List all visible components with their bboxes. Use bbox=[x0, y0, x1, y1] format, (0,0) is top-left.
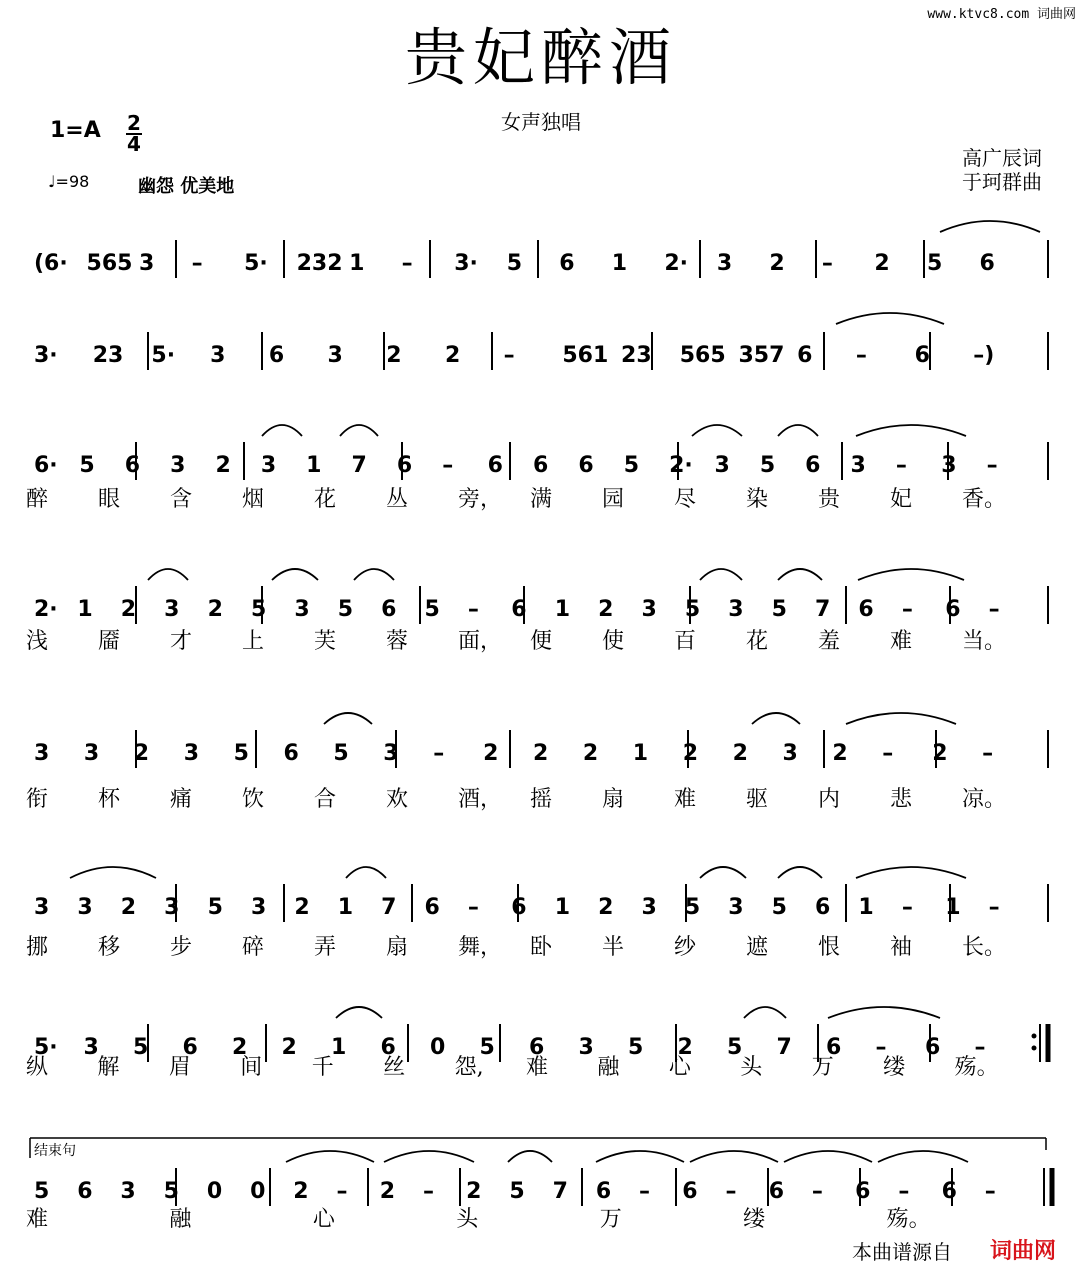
lyric-char: 扇 bbox=[386, 935, 409, 960]
lyric-char: 才 bbox=[170, 629, 193, 654]
note: 3 bbox=[850, 453, 866, 478]
time-numerator: 2 bbox=[127, 111, 141, 135]
note: 2 bbox=[444, 343, 461, 368]
lyric-char: 蓉 bbox=[386, 629, 409, 654]
note: 5 bbox=[771, 895, 787, 920]
note: 5· bbox=[34, 1035, 58, 1060]
note: 6 bbox=[682, 1179, 698, 1204]
note: 6 bbox=[578, 453, 594, 478]
slur bbox=[744, 1007, 786, 1018]
lyric-char: 万 bbox=[811, 1055, 834, 1080]
slur bbox=[286, 1151, 374, 1162]
lyric-char: 碎 bbox=[242, 935, 265, 960]
note: 232 bbox=[296, 251, 343, 276]
note: 3 bbox=[170, 453, 186, 478]
note: 7 bbox=[815, 597, 831, 622]
note: 3 bbox=[120, 1179, 136, 1204]
lyric-char: 缕 bbox=[883, 1055, 906, 1080]
note: 3 bbox=[34, 741, 50, 766]
note: 6 bbox=[559, 251, 575, 276]
slur bbox=[752, 713, 800, 724]
note: 5 bbox=[628, 1035, 644, 1060]
slur bbox=[836, 313, 944, 324]
slur bbox=[846, 713, 956, 724]
note: 6 bbox=[595, 1179, 612, 1204]
lyric-char: 饮 bbox=[242, 787, 265, 812]
note: 5· bbox=[151, 343, 176, 368]
note: – bbox=[974, 1035, 986, 1060]
note: 3 bbox=[941, 453, 957, 478]
note: 5 bbox=[34, 1179, 50, 1204]
note: 2 bbox=[207, 597, 223, 622]
lyric-char: 烟 bbox=[242, 487, 265, 512]
note: 6 bbox=[283, 741, 299, 766]
note: 2 bbox=[120, 895, 137, 920]
note: 2 bbox=[932, 741, 948, 766]
note: – bbox=[467, 895, 479, 920]
note: 565 bbox=[86, 251, 133, 276]
note: 7 bbox=[381, 895, 397, 920]
lyric-char: 染 bbox=[746, 487, 769, 512]
lyric-char: 间 bbox=[240, 1055, 263, 1080]
lyric-char: 解 bbox=[97, 1055, 120, 1080]
tempo-marking: ♩=98 bbox=[48, 172, 90, 191]
slur bbox=[596, 1151, 684, 1162]
note: 6 bbox=[124, 453, 141, 478]
note: 1 bbox=[611, 251, 628, 276]
note: 0 bbox=[250, 1179, 266, 1204]
note: 2 bbox=[533, 741, 549, 766]
lyric-char: 难 bbox=[26, 1207, 49, 1232]
note: – bbox=[821, 251, 833, 276]
note: 5 bbox=[771, 597, 787, 622]
lyric-char: 心 bbox=[668, 1055, 691, 1080]
repeat-dot bbox=[1032, 1046, 1037, 1051]
note: 2 bbox=[874, 251, 890, 276]
note: 2 bbox=[281, 1035, 297, 1060]
note: 5 bbox=[623, 453, 640, 478]
note: 1 bbox=[349, 251, 365, 276]
note: – bbox=[422, 1179, 434, 1204]
note: 6 bbox=[396, 453, 413, 478]
key-signature: 1=A bbox=[50, 118, 101, 143]
slur bbox=[858, 569, 964, 580]
note: 2 bbox=[582, 741, 599, 766]
note: 1 bbox=[858, 895, 874, 920]
lyric-char: 弄 bbox=[314, 935, 337, 960]
note: – bbox=[982, 741, 994, 766]
note: 5 bbox=[509, 1179, 525, 1204]
note: 5 bbox=[727, 1035, 743, 1060]
note: 2 bbox=[466, 1179, 482, 1204]
note: 1 bbox=[306, 453, 322, 478]
lyric-char: 含 bbox=[170, 487, 193, 512]
note: – bbox=[988, 895, 1000, 920]
lyric-char: 半 bbox=[602, 935, 625, 960]
note: – bbox=[875, 1035, 887, 1060]
lyric-char: 凉。 bbox=[962, 787, 1007, 812]
note: 2 bbox=[215, 453, 231, 478]
lyric-char: 花 bbox=[314, 487, 337, 512]
note: 2· bbox=[669, 453, 693, 478]
note: – bbox=[442, 453, 454, 478]
note: 3 bbox=[728, 597, 744, 622]
slur bbox=[262, 425, 302, 436]
note: (6· bbox=[34, 251, 68, 276]
lyric-char: 妃 bbox=[890, 487, 913, 512]
note: 5 bbox=[337, 597, 354, 622]
note: 3 bbox=[250, 895, 267, 920]
lyric-char: 缕 bbox=[743, 1207, 766, 1232]
note: – bbox=[401, 251, 413, 276]
lyric-char: 贵 bbox=[818, 487, 841, 512]
note: 6· bbox=[34, 453, 58, 478]
lyric-char: 舞， bbox=[458, 935, 503, 960]
slur bbox=[324, 713, 372, 724]
lyric-char: 花 bbox=[746, 629, 769, 654]
note: 3 bbox=[728, 895, 744, 920]
lyric-char: 步 bbox=[170, 935, 193, 960]
note: 3 bbox=[294, 597, 310, 622]
note: 3 bbox=[164, 895, 180, 920]
note: 3 bbox=[782, 741, 798, 766]
lyric-char: 面， bbox=[458, 629, 503, 654]
note: 6 bbox=[424, 895, 440, 920]
lyric-char: 旁， bbox=[458, 487, 503, 512]
slur bbox=[272, 569, 318, 580]
note: – bbox=[191, 251, 203, 276]
lyric-char: 殇。 bbox=[886, 1207, 931, 1232]
note: –) bbox=[973, 343, 995, 368]
note: 6 bbox=[511, 895, 527, 920]
lyric-char: 酒， bbox=[458, 787, 503, 812]
note: 6 bbox=[815, 895, 831, 920]
site-watermark: www.ktvc8.com 词曲网 bbox=[927, 7, 1076, 22]
lyric-char: 融 bbox=[597, 1055, 620, 1080]
lyric-char: 头 bbox=[740, 1055, 763, 1080]
slur bbox=[692, 425, 742, 436]
lyric-char: 衔 bbox=[26, 787, 49, 812]
note: 6 bbox=[487, 453, 503, 478]
note: 6 bbox=[511, 597, 527, 622]
note: 3 bbox=[716, 251, 733, 276]
subtitle: 女声独唱 bbox=[501, 110, 581, 134]
note: 6 bbox=[979, 251, 995, 276]
note: 7 bbox=[776, 1035, 792, 1060]
note: 2 bbox=[133, 741, 150, 766]
slur bbox=[856, 867, 966, 878]
lyric-char: 芙 bbox=[314, 629, 337, 654]
lyric-char: 浅 bbox=[26, 629, 49, 654]
lyric-char: 当。 bbox=[962, 629, 1007, 654]
slur bbox=[940, 221, 1040, 232]
lyric-char: 眉 bbox=[168, 1055, 191, 1080]
note: – bbox=[882, 741, 894, 766]
note: 6 bbox=[914, 343, 930, 368]
note: 6 bbox=[381, 597, 397, 622]
lyric-char: 百 bbox=[674, 629, 697, 654]
note: 2 bbox=[682, 741, 699, 766]
note: 3· bbox=[454, 251, 478, 276]
note: 3 bbox=[77, 895, 93, 920]
note: 23 bbox=[621, 343, 652, 368]
note: 1 bbox=[337, 895, 354, 920]
note: 5 bbox=[163, 1179, 179, 1204]
slur bbox=[700, 867, 746, 878]
note: 2 bbox=[732, 741, 748, 766]
note: – bbox=[988, 597, 1000, 622]
lyric-char: 头 bbox=[456, 1207, 479, 1232]
note: 1 bbox=[331, 1035, 347, 1060]
source-text: 本曲谱源自 bbox=[852, 1240, 952, 1264]
lyric-char: 移 bbox=[98, 935, 121, 960]
song-title: 贵妃醉酒 bbox=[404, 21, 677, 94]
lyric-char: 难 bbox=[526, 1055, 549, 1080]
note: 2 bbox=[769, 251, 785, 276]
note: 1 bbox=[554, 895, 571, 920]
note: 6 bbox=[826, 1035, 842, 1060]
note: – bbox=[811, 1179, 823, 1204]
note: 6 bbox=[941, 1179, 957, 1204]
lyric-char: 园 bbox=[602, 487, 625, 512]
lyric-char: 袖 bbox=[890, 935, 913, 960]
note: 6 bbox=[925, 1035, 941, 1060]
note: 6 bbox=[855, 1179, 871, 1204]
time-denominator: 4 bbox=[127, 132, 141, 156]
lyric-char: 眼 bbox=[98, 487, 121, 512]
lyric-char: 靥 bbox=[98, 629, 121, 654]
source-logo: 词曲网 bbox=[990, 1239, 1057, 1264]
lyric-char: 满 bbox=[530, 487, 553, 512]
slur bbox=[856, 425, 966, 436]
note: 5 bbox=[506, 251, 523, 276]
note: – bbox=[986, 453, 998, 478]
note: 5 bbox=[926, 251, 943, 276]
note: 6 bbox=[768, 1179, 785, 1204]
note: 3 bbox=[641, 597, 657, 622]
lyric-char: 欢 bbox=[386, 787, 409, 812]
note: 1 bbox=[77, 597, 93, 622]
lyric-char: 使 bbox=[602, 629, 625, 654]
note: 1 bbox=[632, 741, 649, 766]
note: 3 bbox=[327, 343, 343, 368]
note: 6 bbox=[945, 597, 961, 622]
slur bbox=[346, 867, 386, 878]
note: – bbox=[433, 741, 445, 766]
lyric-char: 万 bbox=[599, 1207, 622, 1232]
note: – bbox=[855, 343, 867, 368]
slur bbox=[828, 1007, 940, 1018]
slur bbox=[354, 569, 394, 580]
note: 5 bbox=[424, 597, 440, 622]
note: 3 bbox=[83, 741, 100, 766]
note: 3 bbox=[83, 1035, 99, 1060]
note: 2 bbox=[598, 597, 614, 622]
note: – bbox=[901, 597, 913, 622]
slur bbox=[340, 425, 378, 436]
lyric-char: 扇 bbox=[602, 787, 625, 812]
note: 3 bbox=[260, 453, 277, 478]
note: 3· bbox=[34, 343, 58, 368]
note: – bbox=[639, 1179, 651, 1204]
lyricist-credit: 高广辰词 bbox=[962, 146, 1042, 170]
note: 5 bbox=[333, 741, 349, 766]
lyric-char: 挪 bbox=[26, 935, 49, 960]
note: 6 bbox=[268, 343, 285, 368]
lyric-char: 千 bbox=[311, 1055, 334, 1080]
note: 3 bbox=[183, 741, 200, 766]
note: 5 bbox=[207, 895, 223, 920]
lyric-char: 合 bbox=[314, 787, 337, 812]
note: 2 bbox=[598, 895, 614, 920]
note: 3 bbox=[139, 251, 155, 276]
lyric-char: 香。 bbox=[962, 487, 1007, 512]
note: 5 bbox=[250, 597, 267, 622]
lyric-char: 恨 bbox=[818, 935, 841, 960]
lyric-char: 丛 bbox=[386, 487, 409, 512]
lyric-char: 纱 bbox=[674, 935, 697, 960]
note: 2 bbox=[483, 741, 499, 766]
lyric-char: 卧 bbox=[530, 935, 553, 960]
note: 1 bbox=[945, 895, 961, 920]
slur bbox=[336, 1007, 382, 1018]
slur bbox=[778, 867, 822, 878]
note: – bbox=[725, 1179, 737, 1204]
slur bbox=[70, 867, 156, 878]
note: 5 bbox=[479, 1035, 495, 1060]
slur bbox=[690, 1151, 778, 1162]
note: 3 bbox=[210, 343, 226, 368]
note: 0 bbox=[430, 1035, 446, 1060]
lyric-char: 驱 bbox=[746, 787, 769, 812]
note: 6 bbox=[533, 453, 549, 478]
note: 6 bbox=[858, 597, 874, 622]
note: 2 bbox=[379, 1179, 396, 1204]
note: 2 bbox=[386, 343, 402, 368]
note: 2· bbox=[664, 251, 688, 276]
slur bbox=[700, 569, 742, 580]
note: 561 bbox=[562, 343, 609, 368]
note: 6 bbox=[797, 343, 813, 368]
note: – bbox=[901, 895, 913, 920]
note: 2 bbox=[120, 597, 137, 622]
lyric-char: 心 bbox=[312, 1207, 335, 1232]
note: 3 bbox=[383, 741, 399, 766]
slur bbox=[148, 569, 188, 580]
note: 7 bbox=[351, 453, 367, 478]
note: 2 bbox=[293, 1179, 309, 1204]
note: 6 bbox=[529, 1035, 545, 1060]
slur bbox=[878, 1151, 968, 1162]
note: 565 bbox=[679, 343, 726, 368]
note: – bbox=[336, 1179, 348, 1204]
note: 5 bbox=[684, 597, 701, 622]
note: – bbox=[984, 1179, 996, 1204]
note: 1 bbox=[554, 597, 571, 622]
note: 5 bbox=[684, 895, 701, 920]
note: 23 bbox=[92, 343, 124, 368]
note: – bbox=[503, 343, 515, 368]
lyric-char: 摇 bbox=[530, 787, 553, 812]
lyric-char: 内 bbox=[818, 787, 841, 812]
lyric-char: 怨, bbox=[454, 1055, 484, 1080]
slur bbox=[778, 425, 818, 436]
note: 2 bbox=[294, 895, 310, 920]
lyric-char: 丝 bbox=[383, 1055, 406, 1080]
lyric-char: 杯 bbox=[98, 787, 121, 812]
slur bbox=[784, 1151, 872, 1162]
lyric-char: 醉 bbox=[26, 487, 49, 512]
note: 3 bbox=[714, 453, 730, 478]
note: 3 bbox=[34, 895, 50, 920]
note: – bbox=[895, 453, 907, 478]
lyric-char: 难 bbox=[674, 787, 697, 812]
note: 3 bbox=[578, 1035, 594, 1060]
note: 5· bbox=[244, 251, 268, 276]
note: 0 bbox=[206, 1179, 223, 1204]
note: 5 bbox=[759, 453, 776, 478]
note: 3 bbox=[164, 597, 180, 622]
note: 6 bbox=[805, 453, 821, 478]
lyric-char: 羞 bbox=[818, 629, 841, 654]
note: 357 bbox=[738, 343, 785, 368]
lyric-char: 纵 bbox=[26, 1055, 49, 1080]
note: – bbox=[467, 597, 479, 622]
lyric-char: 上 bbox=[242, 629, 265, 654]
note: – bbox=[898, 1179, 910, 1204]
note: 2· bbox=[34, 597, 58, 622]
note: 6 bbox=[182, 1035, 198, 1060]
note: 7 bbox=[552, 1179, 568, 1204]
lyric-char: 难 bbox=[890, 629, 913, 654]
lyric-char: 遮 bbox=[746, 935, 769, 960]
note: 2 bbox=[677, 1035, 693, 1060]
note: 5 bbox=[133, 1035, 149, 1060]
mood-marking: 幽怨 优美地 bbox=[138, 176, 235, 197]
note: 2 bbox=[832, 741, 848, 766]
lyric-char: 殇。 bbox=[954, 1055, 999, 1080]
lyric-char: 融 bbox=[169, 1207, 192, 1232]
note: 5 bbox=[233, 741, 249, 766]
lyric-char: 悲 bbox=[890, 787, 913, 812]
ending-label: 结束句 bbox=[34, 1143, 76, 1159]
note: 2 bbox=[232, 1035, 248, 1060]
lyric-char: 便 bbox=[530, 629, 553, 654]
note: 6 bbox=[380, 1035, 396, 1060]
slur bbox=[384, 1151, 474, 1162]
lyric-char: 痛 bbox=[170, 787, 193, 812]
note: 6 bbox=[77, 1179, 93, 1204]
lyric-char: 尽 bbox=[674, 487, 697, 512]
slur bbox=[508, 1151, 552, 1162]
lyric-char: 长。 bbox=[962, 935, 1007, 960]
note: 5 bbox=[79, 453, 95, 478]
composer-credit: 于珂群曲 bbox=[962, 170, 1042, 194]
slur bbox=[778, 569, 822, 580]
repeat-dot bbox=[1032, 1034, 1037, 1039]
note: 3 bbox=[641, 895, 657, 920]
